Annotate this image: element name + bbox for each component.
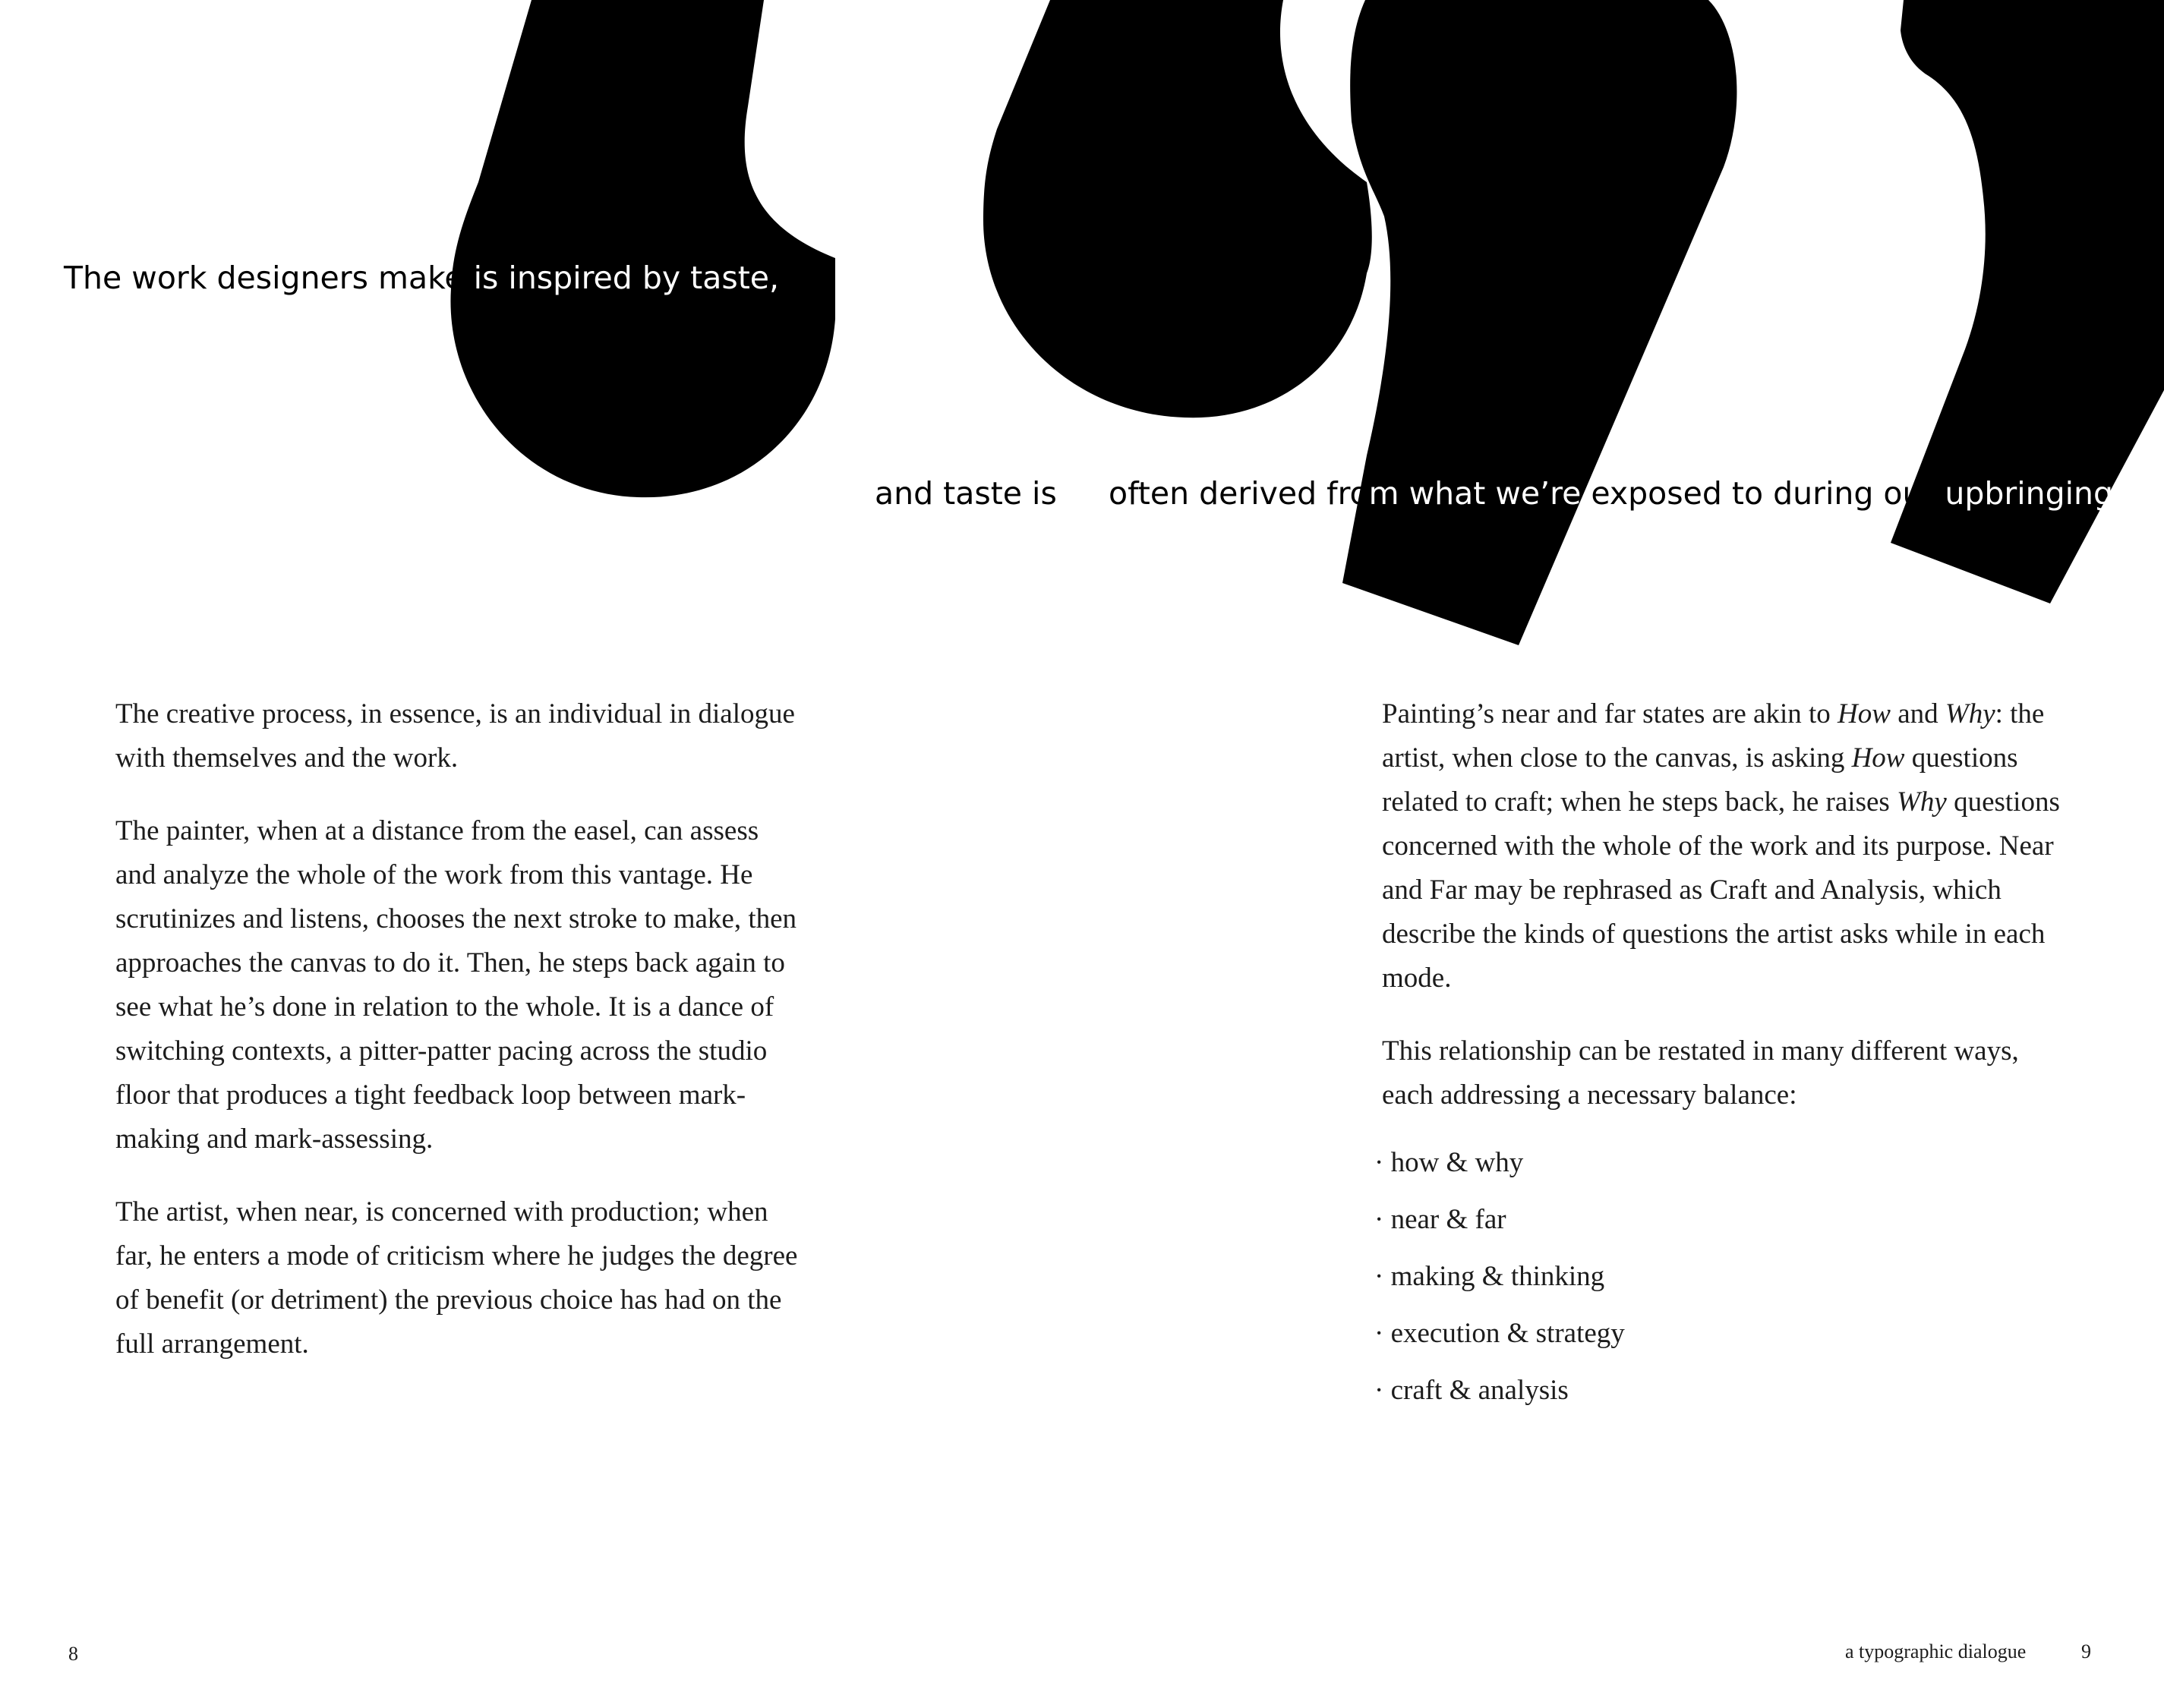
comma-shape-4 — [1891, 0, 2164, 603]
comma-shape-2 — [983, 0, 1372, 418]
pull-quote-line-1 — [64, 260, 780, 296]
pull-quote-line-2-black: often derived fro — [1109, 475, 1369, 512]
right-paragraph-1 — [1382, 692, 2065, 1001]
left-body-column — [115, 692, 799, 1395]
pull-quote-line-2 — [1109, 475, 2124, 512]
right-p1-text-e: questions concerned with the whole of the work and its purpose. Near and Far may be rephrased as Craft and Analysis, which describe the kinds of questions the artist asks while in each mode. — [1382, 786, 2060, 994]
pull-quote-line-2-white-b: we’re — [1495, 475, 1582, 512]
right-body-column — [1382, 692, 2065, 1146]
right-p1-why-italic-2: Why — [1897, 786, 1947, 818]
running-title: a typographic dialogue — [1845, 1640, 2027, 1662]
pull-quote-line-2-black-b: exposed to during our — [1581, 475, 1935, 512]
pull-quote-line-2-white-c: upbringing. — [1935, 475, 2124, 512]
list-item: · near & far — [1374, 1204, 1506, 1235]
right-paragraph-2: This relationship can be restated in many different ways, each addressing a necessary balance: — [1382, 1035, 2019, 1111]
right-p1-text-a: Painting’s near and far states are akin to — [1382, 698, 1838, 730]
left-paragraph-2: The painter, when at a distance from the easel, can assess and analyze the whole of the work from this vantage. He scrutinizes and listens, chooses the next stroke to make, then approaches the canvas to do it. Then, he steps back again to see what he’s done in relation to the whole. It is a dance of switching contexts, a pitter-patter pacing across the studio floor that produces a tight feedback loop between mark-making and mark-assessing. — [115, 815, 797, 1155]
list-item: · making & thinking — [1374, 1261, 1605, 1292]
right-p1-why-italic: Why — [1945, 698, 1995, 730]
balance-pairs-list — [1374, 1148, 1625, 1432]
right-page-number: 9 — [2081, 1640, 2091, 1662]
right-p1-how-italic-2: How — [1851, 742, 1905, 774]
pull-quote-line-1-black: The work designers make — [64, 260, 474, 296]
right-p1-text-d: questions related to craft; when he steps back, he raises — [1382, 742, 2018, 818]
list-item: · craft & analysis — [1374, 1375, 1569, 1406]
comma-shape-3 — [1342, 0, 1737, 645]
right-p1-how-italic: How — [1838, 698, 1891, 730]
left-page-number: 8 — [68, 1643, 78, 1665]
right-p1-text-c: : the artist, when close to the canvas, is asking — [1382, 698, 2045, 774]
pull-quote-line-2-start — [875, 475, 1057, 512]
pull-quote-line-2-white-a: m what — [1368, 475, 1496, 512]
left-paragraph-3: The artist, when near, is concerned with production; when far, he enters a mode of criticism where he judges the degree of benefit (or detriment) the previous choice has had on the full arrangement. — [115, 1196, 798, 1360]
left-paragraph-1: The creative process, in essence, is an individual in dialogue with themselves and the work. — [115, 698, 795, 774]
comma-shape-1 — [450, 0, 835, 497]
pull-quote-line-1-white: is inspired by taste, — [473, 260, 780, 296]
right-p1-text-b: and — [1890, 698, 1945, 730]
pull-quote-and-taste: and taste is — [875, 475, 1057, 512]
list-item: · execution & strategy — [1374, 1318, 1625, 1349]
list-item: · how & why — [1374, 1147, 1524, 1178]
